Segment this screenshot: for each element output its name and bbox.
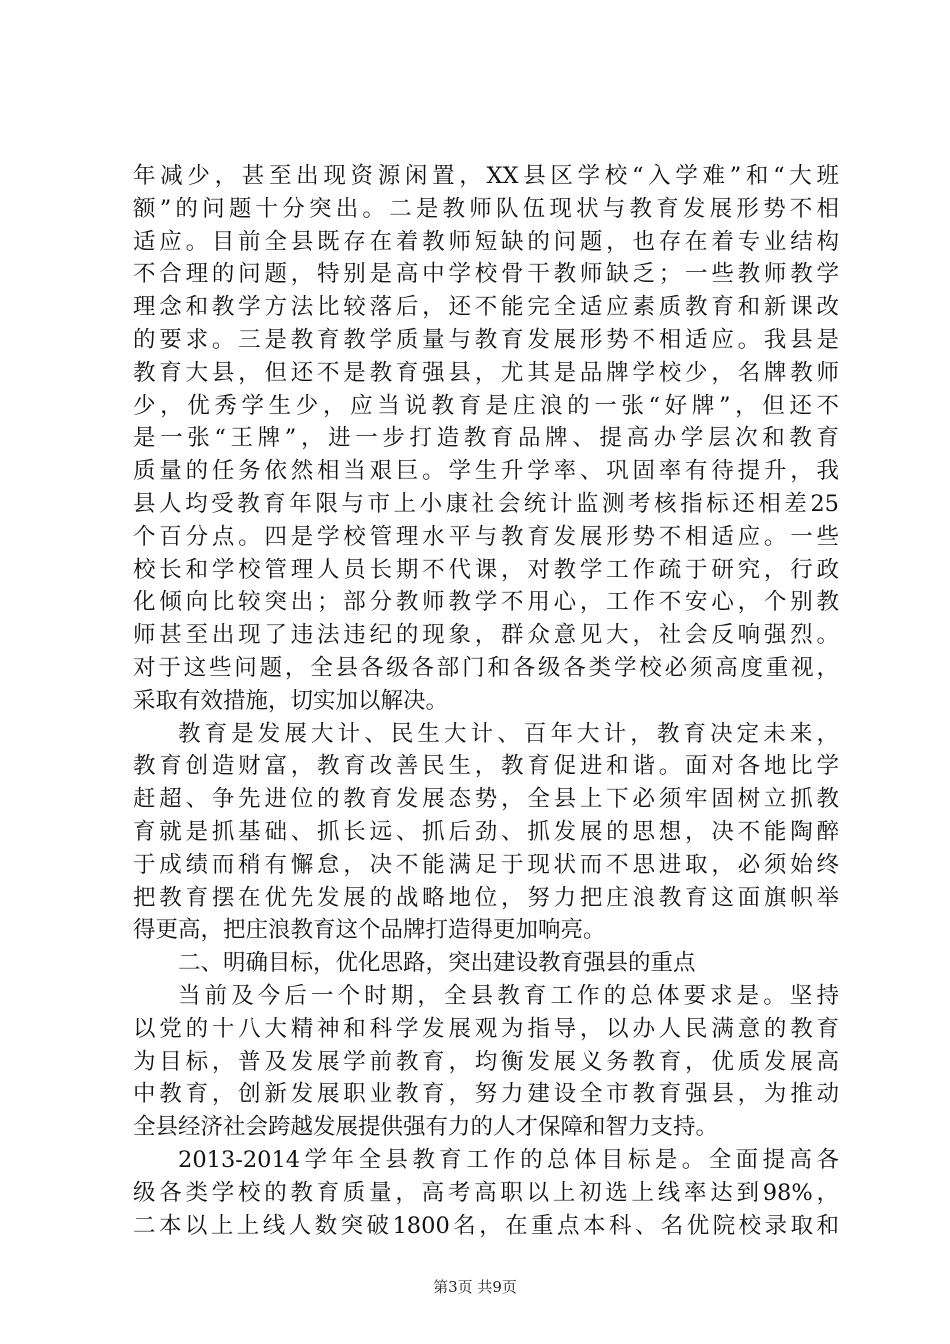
text-line: 县人均受教育年限与市上小康社会统计监测考核指标还相差25 <box>133 490 839 517</box>
text-line: 少，优秀学生少，应当说教育是庄浪的一张“好牌”，但还不 <box>133 392 839 419</box>
text-line: 赶超、争先进位的教育发展态势，全县上下必须牢固树立抓教 <box>133 786 839 813</box>
text-line: 把教育摆在优先发展的战略地位，努力把庄浪教育这面旗帜举 <box>133 884 839 911</box>
page-footer <box>0 1277 950 1297</box>
text-line: 育就是抓基础、抓长远、抓后劲、抓发展的思想，决不能陶醉 <box>133 818 839 845</box>
section-heading: 二、明确目标，优化思路，突出建设教育强县的重点 <box>178 950 696 977</box>
text-line: 个百分点。四是学校管理水平与教育发展形势不相适应。一些 <box>133 523 839 550</box>
paragraph-first-line: 当前及今后一个时期，全县教育工作的总体要求是。坚持 <box>178 982 839 1009</box>
body-text <box>133 160 839 1242</box>
text-line: 化倾向比较突出；部分教师教学不用心，工作不安心，个别教 <box>133 589 839 616</box>
paragraph-first-line: 2013-2014学年全县教育工作的总体目标是。全面提高各 <box>178 1146 839 1173</box>
text-line: 不合理的问题，特别是高中学校骨干教师缺乏；一些教师教学 <box>133 261 839 288</box>
text-line: 二本以上上线人数突破1800名，在重点本科、名优院校录取和 <box>133 1212 839 1239</box>
text-line: 于成绩而稍有懈怠，决不能满足于现状而不思进取，必须始终 <box>133 851 839 878</box>
text-line: 额”的问题十分突出。二是教师队伍现状与教育发展形势不相 <box>133 195 839 222</box>
paragraph-first-line: 教育是发展大计、民生大计、百年大计，教育决定未来， <box>178 720 839 747</box>
text-line: 以党的十八大精神和科学发展观为指导，以办人民满意的教育 <box>133 1015 839 1042</box>
text-line: 采取有效措施，切实加以解决。 <box>133 687 449 714</box>
page-number: 第3页 共9页 <box>433 1278 517 1296</box>
text-line: 为目标，普及发展学前教育，均衡发展义务教育，优质发展高 <box>133 1048 839 1075</box>
text-line: 理念和教学方法比较落后，还不能完全适应素质教育和新课改 <box>133 294 839 321</box>
text-line: 师甚至出现了违法违纪的现象，群众意见大，社会反响强烈。 <box>133 622 839 649</box>
text-line: 校长和学校管理人员长期不代课，对教学工作疏于研究，行政 <box>133 556 839 583</box>
text-line: 的要求。三是教育教学质量与教育发展形势不相适应。我县是 <box>133 326 839 353</box>
text-line: 质量的任务依然相当艰巨。学生升学率、巩固率有待提升，我 <box>133 458 839 485</box>
text-line: 中教育，创新发展职业教育，努力建设全市教育强县，为推动 <box>133 1081 839 1108</box>
text-line: 级各类学校的教育质量，高考高职以上初选上线率达到98%， <box>133 1179 839 1206</box>
text-line: 年减少，甚至出现资源闲置，XX县区学校“入学难”和“大班 <box>133 163 839 189</box>
text-line: 教育大县，但还不是教育强县，尤其是品牌学校少，名牌教师 <box>133 359 839 386</box>
text-line: 教育创造财富，教育改善民生，教育促进和谐。面对各地比学 <box>133 753 839 780</box>
text-line: 得更高，把庄浪教育这个品牌打造得更加响亮。 <box>133 917 606 944</box>
text-line: 全县经济社会跨越发展提供强有力的人才保障和智力支持。 <box>133 1114 719 1141</box>
text-line: 适应。目前全县既存在着教师短缺的问题，也存在着专业结构 <box>133 228 839 255</box>
text-line: 是一张“王牌”，进一步打造教育品牌、提高办学层次和教育 <box>133 425 839 452</box>
text-line: 对于这些问题，全县各级各部门和各级各类学校必须高度重视， <box>133 654 839 681</box>
